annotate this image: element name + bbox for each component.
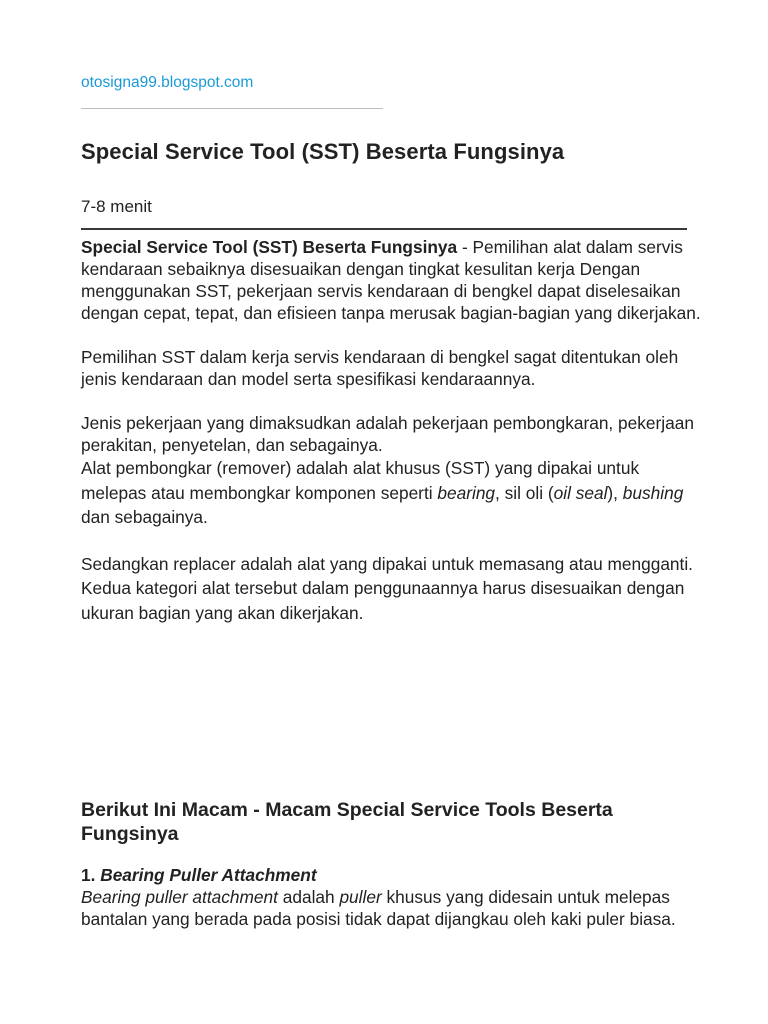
source-link[interactable]: otosigna99.blogspot.com [81, 74, 254, 91]
tool-item-1-desc-text-2: khusus yang didesain untuk melepas bantalan yang berada pada posisi tidak dapat dijangkau oleh kaki puler biasa. [81, 887, 676, 929]
p4-italic-bearing: bearing [437, 482, 496, 503]
p4-text-2: , sil oli ( [495, 482, 554, 503]
tool-item-1-title [81, 864, 701, 886]
header-divider [81, 228, 687, 230]
paragraph-2: Pemilihan SST dalam kerja servis kendaraan di bengkel sagat ditentukan oleh jenis kendaraan dan model serta spesifikasi kendaraannya. [81, 347, 679, 389]
tool-item-1-desc-italic-1: Bearing puller attachment [81, 887, 278, 907]
intro-text: - Pemilihan alat dalam servis kendaraan sebaiknya disesuaikan dengan tingkat kesulitan kerja Dengan menggunakan SST, pekerjaan servis kendaraan di bengkel dapat diselesaikan dengan cepat, tepat, dan efisieen tanpa merusak bagian-bagian yang dikerjakan. [81, 237, 701, 323]
p4-text-3: ), [607, 482, 623, 503]
article-body [81, 236, 701, 625]
p4-text-4: dan sebagainya. [81, 507, 208, 527]
paragraph-3: Jenis pekerjaan yang dimaksudkan adalah pekerjaan pembongkaran, pekerjaan perakitan, penyetelan, dan sebagainya. [81, 413, 694, 455]
intro-lead: Special Service Tool (SST) Beserta Fungsinya [81, 237, 458, 257]
p4-text-1: Alat pembongkar (remover) adalah alat khusus (SST) yang dipakai untuk melepas atau membongkar komponen seperti [81, 458, 640, 503]
tool-item-1-name: Bearing Puller Attachment [100, 865, 317, 885]
tool-item-1-number: 1. [81, 865, 101, 885]
article-title: Special Service Tool (SST) Beserta Fungsinya [81, 139, 565, 164]
tool-item-1-desc-text-1: adalah [277, 887, 340, 907]
p4-italic-oil-seal: oil seal [553, 482, 608, 503]
paragraph-5: Sedangkan replacer adalah alat yang dipakai untuk memasang atau mengganti. Kedua kategori alat tersebut dalam penggunaannya harus disesuaikan dengan ukuran bagian yang akan dikerjakan. [81, 553, 693, 623]
intro-paragraph [81, 236, 701, 324]
tool-item-1-description [81, 886, 701, 930]
p4-italic-bushing: bushing [622, 482, 684, 503]
tool-item-1-desc-italic-2: puller [339, 887, 382, 907]
source-divider [81, 108, 383, 109]
read-time: 7-8 menit [81, 197, 152, 216]
section-heading: Berikut Ini Macam - Macam Special Service Tools Beserta Fungsinya [81, 799, 613, 845]
tool-item-1 [81, 864, 701, 930]
paragraph-4 [81, 456, 701, 530]
